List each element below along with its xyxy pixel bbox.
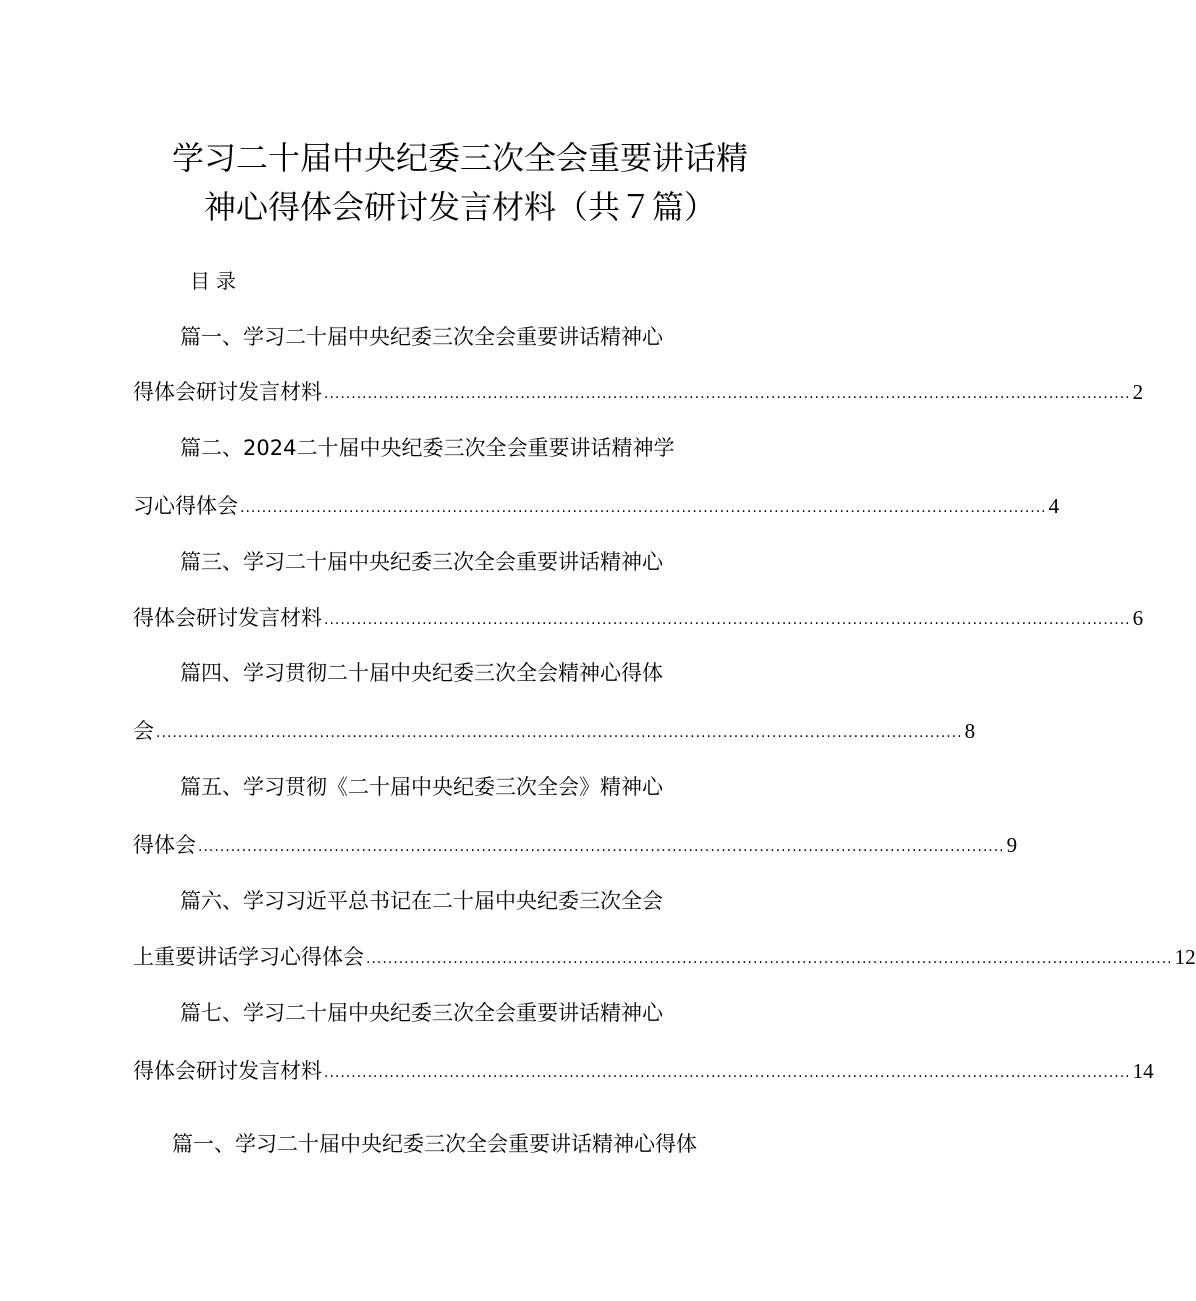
toc-entry-6-line-1: 篇六、学习习近平总书记在二十届中央纪委三次全会 xyxy=(180,889,663,913)
toc-entry-3-line-1: 篇三、学习二十届中央纪委三次全会重要讲话精神心 xyxy=(180,550,663,574)
toc-entry-3-text: 得体会研讨发言材料 xyxy=(133,606,322,630)
toc-entry-2-page: 4 xyxy=(1048,494,1060,518)
toc-entry-5-text: 得体会 xyxy=(133,833,196,857)
toc-entry-6-page: 12 xyxy=(1174,945,1196,969)
toc-leader-dots: .................................................................................................................................................... xyxy=(324,1065,1131,1081)
toc-entry-1-page: 2 xyxy=(1132,380,1144,404)
toc-entry-4-page: 8 xyxy=(964,719,976,743)
toc-leader-dots: .................................................................................................................................................... xyxy=(366,951,1173,967)
toc-heading: 目录 xyxy=(190,269,242,293)
toc-entry-1-line-2[interactable] xyxy=(133,377,1144,407)
toc-entry-2-text: 习心得体会 xyxy=(133,494,238,518)
toc-entry-4-line-2[interactable] xyxy=(133,716,976,746)
toc-entry-7-line-1: 篇七、学习二十届中央纪委三次全会重要讲话精神心 xyxy=(180,1001,663,1025)
toc-entry-3-line-2[interactable] xyxy=(133,603,1144,633)
toc-entry-7-text: 得体会研讨发言材料 xyxy=(133,1059,322,1083)
toc-entry-1-line-1: 篇一、学习二十届中央纪委三次全会重要讲话精神心 xyxy=(180,325,663,349)
toc-entry-4-text: 会 xyxy=(133,719,154,743)
document-title-line-1: 学习二十届中央纪委三次全会重要讲话精 xyxy=(171,139,748,177)
toc-entry-5-line-1: 篇五、学习贯彻《二十届中央纪委三次全会》精神心 xyxy=(180,775,663,799)
toc-entry-6-line-2[interactable] xyxy=(133,942,1196,972)
toc-leader-dots: .................................................................................................................................................... xyxy=(324,386,1131,402)
toc-entry-2-line-2[interactable] xyxy=(133,491,1060,521)
document-title-line-2: 神心得体会研讨发言材料（共７篇） xyxy=(203,188,716,226)
toc-entry-5-line-2[interactable] xyxy=(133,830,1018,860)
toc-leader-dots: .................................................................................................................................................... xyxy=(240,500,1047,516)
toc-entry-2-line-1: 篇二、2024二十届中央纪委三次全会重要讲话精神学 xyxy=(180,436,675,460)
toc-leader-dots: .................................................................................................................................................... xyxy=(156,725,963,741)
toc-entry-4-line-1: 篇四、学习贯彻二十届中央纪委三次全会精神心得体 xyxy=(180,661,663,685)
toc-entry-6-text: 上重要讲话学习心得体会 xyxy=(133,945,364,969)
section-heading: 篇一、学习二十届中央纪委三次全会重要讲话精神心得体 xyxy=(172,1132,697,1156)
toc-entry-3-page: 6 xyxy=(1132,606,1144,630)
toc-entry-7-line-2[interactable] xyxy=(133,1056,1154,1086)
toc-entry-7-page: 14 xyxy=(1132,1059,1154,1083)
toc-entry-5-page: 9 xyxy=(1006,833,1018,857)
toc-leader-dots: .................................................................................................................................................... xyxy=(324,612,1131,628)
toc-leader-dots: .................................................................................................................................................... xyxy=(198,839,1005,855)
toc-entry-1-text: 得体会研讨发言材料 xyxy=(133,380,322,404)
